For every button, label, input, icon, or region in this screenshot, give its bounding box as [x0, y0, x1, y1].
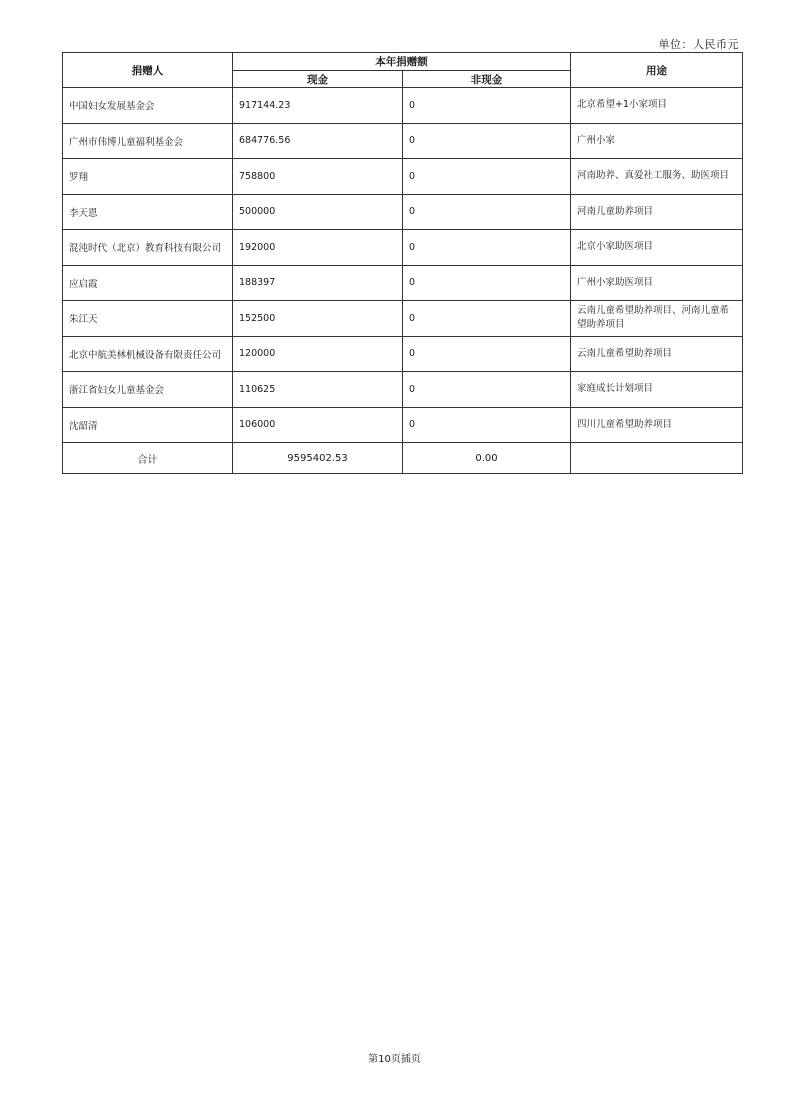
header-donor: 捐赠人	[63, 53, 233, 88]
table-row	[63, 159, 743, 195]
cash-cell: 152500	[233, 301, 403, 337]
donor-cell: 应启霞	[63, 265, 233, 301]
purpose-cell: 河南助养、真爱社工服务、助医项目	[571, 159, 743, 195]
cash-cell: 917144.23	[233, 88, 403, 124]
cash-cell: 684776.56	[233, 123, 403, 159]
header-amount-group: 本年捐赠额	[233, 53, 571, 71]
non-cash-cell: 0	[403, 301, 571, 337]
purpose-cell: 家庭成长计划项目	[571, 372, 743, 408]
non-cash-cell: 0	[403, 123, 571, 159]
table-row	[63, 265, 743, 301]
cash-cell: 106000	[233, 407, 403, 443]
table-row	[63, 336, 743, 372]
page-footer: 第10页插页	[368, 1054, 421, 1065]
total-row	[63, 443, 743, 474]
purpose-cell: 广州小家助医项目	[571, 265, 743, 301]
non-cash-cell: 0	[403, 159, 571, 195]
non-cash-cell: 0	[403, 88, 571, 124]
non-cash-cell: 0	[403, 194, 571, 230]
non-cash-cell: 0	[403, 372, 571, 408]
donor-cell: 朱江天	[63, 301, 233, 337]
table-row	[63, 407, 743, 443]
non-cash-cell: 0	[403, 230, 571, 266]
donor-cell: 罗翔	[63, 159, 233, 195]
cash-cell: 188397	[233, 265, 403, 301]
donor-cell: 北京中航美林机械设备有限责任公司	[63, 336, 233, 372]
donor-cell: 混沌时代（北京）教育科技有限公司	[63, 230, 233, 266]
total-purpose	[571, 443, 743, 474]
donor-cell: 沈韶清	[63, 407, 233, 443]
table-row	[63, 301, 743, 337]
table-row	[63, 372, 743, 408]
total-cash: 9595402.53	[233, 443, 403, 474]
total-label: 合计	[63, 443, 233, 474]
table-row	[63, 230, 743, 266]
header-non-cash: 非现金	[403, 71, 571, 88]
header-row-top	[63, 53, 743, 71]
cash-cell: 192000	[233, 230, 403, 266]
purpose-cell: 北京希望+1小家项目	[571, 88, 743, 124]
non-cash-cell: 0	[403, 336, 571, 372]
non-cash-cell: 0	[403, 407, 571, 443]
purpose-cell: 云南儿童希望助养项目	[571, 336, 743, 372]
purpose-cell: 北京小家助医项目	[571, 230, 743, 266]
unit-label: 单位：人民币元	[658, 38, 739, 51]
cash-cell: 120000	[233, 336, 403, 372]
non-cash-cell: 0	[403, 265, 571, 301]
donor-cell: 中国妇女发展基金会	[63, 88, 233, 124]
donor-cell: 广州市伟博儿童福利基金会	[63, 123, 233, 159]
purpose-cell: 四川儿童希望助养项目	[571, 407, 743, 443]
purpose-cell: 河南儿童助养项目	[571, 194, 743, 230]
purpose-cell: 广州小家	[571, 123, 743, 159]
header-cash: 现金	[233, 71, 403, 88]
cash-cell: 758800	[233, 159, 403, 195]
cash-cell: 110625	[233, 372, 403, 408]
cash-cell: 500000	[233, 194, 403, 230]
donation-table	[62, 52, 743, 474]
table-row	[63, 88, 743, 124]
donor-cell: 浙江省妇女儿童基金会	[63, 372, 233, 408]
donor-cell: 李天恩	[63, 194, 233, 230]
table-row	[63, 194, 743, 230]
header-purpose: 用途	[571, 53, 743, 88]
total-non-cash: 0.00	[403, 443, 571, 474]
table-row	[63, 123, 743, 159]
purpose-cell: 云南儿童希望助养项目、河南儿童希望助养项目	[571, 301, 743, 337]
